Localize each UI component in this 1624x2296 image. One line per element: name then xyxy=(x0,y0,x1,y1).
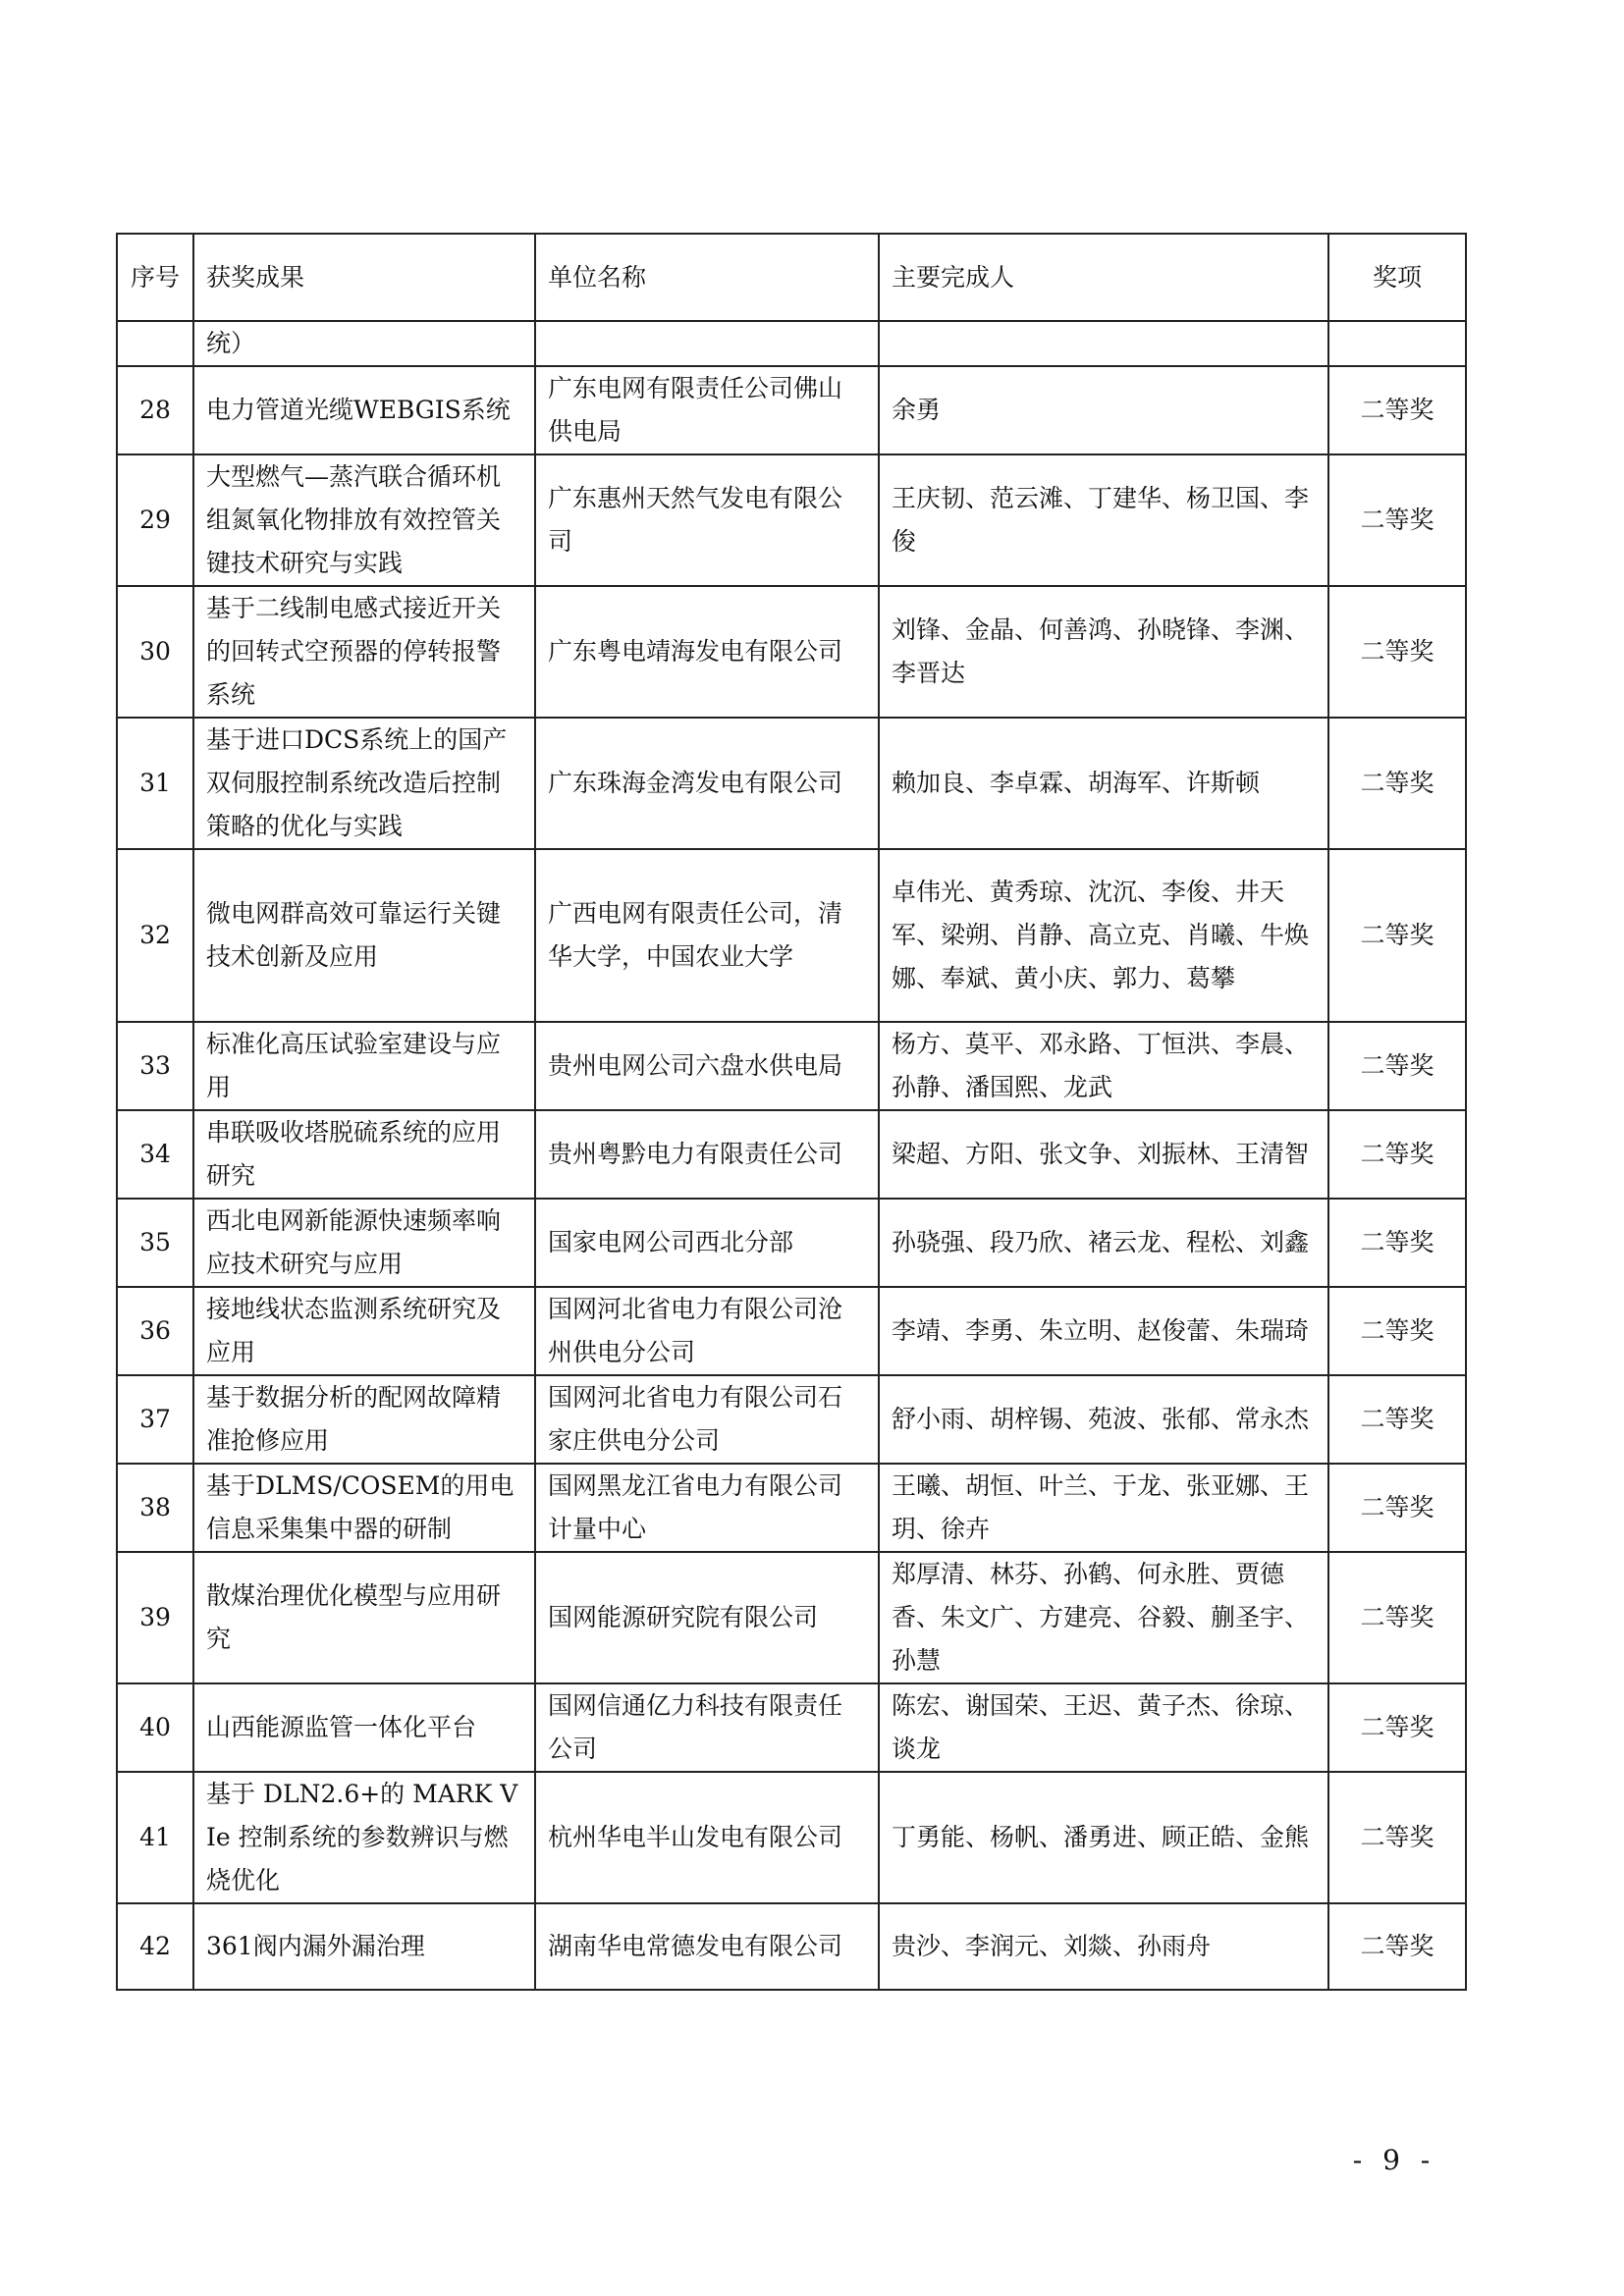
awards-table xyxy=(116,233,1467,1991)
table-row xyxy=(117,586,1466,718)
row-award: 二等奖 xyxy=(1328,718,1466,849)
row-achievement: 山西能源监管一体化平台 xyxy=(193,1683,535,1772)
row-people: 杨方、莫平、邓永路、丁恒洪、李晨、孙静、潘国熙、龙武 xyxy=(879,1022,1328,1110)
row-unit: 湖南华电常德发电有限公司 xyxy=(535,1903,879,1990)
row-people: 梁超、方阳、张文争、刘振林、王清智 xyxy=(879,1110,1328,1199)
row-people: 王曦、胡恒、叶兰、于龙、张亚娜、王玥、徐卉 xyxy=(879,1464,1328,1552)
row-unit: 广东惠州天然气发电有限公司 xyxy=(535,454,879,586)
row-unit: 国网河北省电力有限公司沧州供电分公司 xyxy=(535,1287,879,1375)
table-row xyxy=(117,1464,1466,1552)
row-achievement: 电力管道光缆WEBGIS系统 xyxy=(193,366,535,454)
table-row xyxy=(117,1287,1466,1375)
row-unit: 广西电网有限责任公司，清华大学，中国农业大学 xyxy=(535,849,879,1022)
row-award: 二等奖 xyxy=(1328,1464,1466,1552)
row-award: 二等奖 xyxy=(1328,1022,1466,1110)
row-award: 二等奖 xyxy=(1328,1552,1466,1683)
table-row xyxy=(117,366,1466,454)
row-unit: 国网能源研究院有限公司 xyxy=(535,1552,879,1683)
table-row xyxy=(117,321,1466,366)
row-idx: 31 xyxy=(117,718,193,849)
row-award: 二等奖 xyxy=(1328,849,1466,1022)
table-row xyxy=(117,1772,1466,1903)
row-award: 二等奖 xyxy=(1328,1375,1466,1464)
row-achievement: 西北电网新能源快速频率响应技术研究与应用 xyxy=(193,1199,535,1287)
row-award: 二等奖 xyxy=(1328,1199,1466,1287)
row-achievement: 基于DLMS/COSEM的用电信息采集集中器的研制 xyxy=(193,1464,535,1552)
row-achievement: 散煤治理优化模型与应用研究 xyxy=(193,1552,535,1683)
row-idx: 38 xyxy=(117,1464,193,1552)
row-idx: 37 xyxy=(117,1375,193,1464)
row-idx: 42 xyxy=(117,1903,193,1990)
row-people: 王庆韧、范云滩、丁建华、杨卫国、李俊 xyxy=(879,454,1328,586)
row-unit: 广东珠海金湾发电有限公司 xyxy=(535,718,879,849)
row-achievement: 361阀内漏外漏治理 xyxy=(193,1903,535,1990)
row-unit: 国网河北省电力有限公司石家庄供电分公司 xyxy=(535,1375,879,1464)
row-idx: 33 xyxy=(117,1022,193,1110)
row-award: 二等奖 xyxy=(1328,1772,1466,1903)
row-award: 二等奖 xyxy=(1328,1110,1466,1199)
row-people: 陈宏、谢国荣、王迟、黄子杰、徐琼、谈龙 xyxy=(879,1683,1328,1772)
row-people: 李靖、李勇、朱立明、赵俊蕾、朱瑞琦 xyxy=(879,1287,1328,1375)
row-people: 赖加良、李卓霖、胡海军、许斯顿 xyxy=(879,718,1328,849)
table-row xyxy=(117,1199,1466,1287)
row-unit: 国网信通亿力科技有限责任公司 xyxy=(535,1683,879,1772)
row-unit: 国家电网公司西北分部 xyxy=(535,1199,879,1287)
table-body xyxy=(117,321,1466,1990)
row-people: 卓伟光、黄秀琼、沈沉、李俊、井天军、梁朔、肖静、高立克、肖曦、牛焕娜、奉斌、黄小庆、郭力、葛攀 xyxy=(879,849,1328,1022)
row-award xyxy=(1328,321,1466,366)
header-idx: 序号 xyxy=(117,234,193,321)
row-unit: 贵州粤黔电力有限责任公司 xyxy=(535,1110,879,1199)
row-idx: 39 xyxy=(117,1552,193,1683)
row-unit: 广东电网有限责任公司佛山供电局 xyxy=(535,366,879,454)
row-achievement: 基于数据分析的配网故障精准抢修应用 xyxy=(193,1375,535,1464)
row-award: 二等奖 xyxy=(1328,454,1466,586)
row-idx: 34 xyxy=(117,1110,193,1199)
table-row xyxy=(117,1903,1466,1990)
row-achievement: 基于二线制电感式接近开关的回转式空预器的停转报警系统 xyxy=(193,586,535,718)
row-idx: 35 xyxy=(117,1199,193,1287)
row-achievement: 基于 DLN2.6+的 MARK VIe 控制系统的参数辨识与燃烧优化 xyxy=(193,1772,535,1903)
table-row xyxy=(117,454,1466,586)
row-people: 郑厚清、林芬、孙鹤、何永胜、贾德香、朱文广、方建亮、谷毅、蒯圣宇、孙慧 xyxy=(879,1552,1328,1683)
row-award: 二等奖 xyxy=(1328,586,1466,718)
row-idx: 36 xyxy=(117,1287,193,1375)
table-row xyxy=(117,1375,1466,1464)
row-idx xyxy=(117,321,193,366)
row-award: 二等奖 xyxy=(1328,1903,1466,1990)
table-header-row xyxy=(117,234,1466,321)
table-row xyxy=(117,718,1466,849)
header-award: 奖项 xyxy=(1328,234,1466,321)
row-achievement: 微电网群高效可靠运行关键技术创新及应用 xyxy=(193,849,535,1022)
row-unit: 杭州华电半山发电有限公司 xyxy=(535,1772,879,1903)
table-row xyxy=(117,1110,1466,1199)
row-people: 刘锋、金晶、何善鸿、孙晓锋、李渊、李晋达 xyxy=(879,586,1328,718)
row-unit xyxy=(535,321,879,366)
row-unit: 国网黑龙江省电力有限公司计量中心 xyxy=(535,1464,879,1552)
header-people: 主要完成人 xyxy=(879,234,1328,321)
row-achievement: 统） xyxy=(193,321,535,366)
page-number: - 9 - xyxy=(1352,2144,1436,2176)
table-row xyxy=(117,1552,1466,1683)
row-award: 二等奖 xyxy=(1328,366,1466,454)
row-idx: 28 xyxy=(117,366,193,454)
row-award: 二等奖 xyxy=(1328,1287,1466,1375)
row-achievement: 接地线状态监测系统研究及应用 xyxy=(193,1287,535,1375)
row-award: 二等奖 xyxy=(1328,1683,1466,1772)
row-people: 舒小雨、胡梓锡、苑波、张郁、常永杰 xyxy=(879,1375,1328,1464)
row-idx: 40 xyxy=(117,1683,193,1772)
header-unit: 单位名称 xyxy=(535,234,879,321)
row-idx: 29 xyxy=(117,454,193,586)
header-achievement: 获奖成果 xyxy=(193,234,535,321)
table-row xyxy=(117,849,1466,1022)
row-people xyxy=(879,321,1328,366)
row-unit: 贵州电网公司六盘水供电局 xyxy=(535,1022,879,1110)
row-achievement: 标准化高压试验室建设与应用 xyxy=(193,1022,535,1110)
row-people: 贵沙、李润元、刘燚、孙雨舟 xyxy=(879,1903,1328,1990)
row-achievement: 基于进口DCS系统上的国产双伺服控制系统改造后控制策略的优化与实践 xyxy=(193,718,535,849)
row-idx: 32 xyxy=(117,849,193,1022)
row-achievement: 大型燃气—蒸汽联合循环机组氮氧化物排放有效控管关键技术研究与实践 xyxy=(193,454,535,586)
row-idx: 30 xyxy=(117,586,193,718)
row-people: 孙骁强、段乃欣、褚云龙、程松、刘鑫 xyxy=(879,1199,1328,1287)
row-people: 丁勇能、杨帆、潘勇进、顾正皓、金熊 xyxy=(879,1772,1328,1903)
row-idx: 41 xyxy=(117,1772,193,1903)
row-people: 余勇 xyxy=(879,366,1328,454)
row-unit: 广东粤电靖海发电有限公司 xyxy=(535,586,879,718)
table-row xyxy=(117,1022,1466,1110)
row-achievement: 串联吸收塔脱硫系统的应用研究 xyxy=(193,1110,535,1199)
table-row xyxy=(117,1683,1466,1772)
